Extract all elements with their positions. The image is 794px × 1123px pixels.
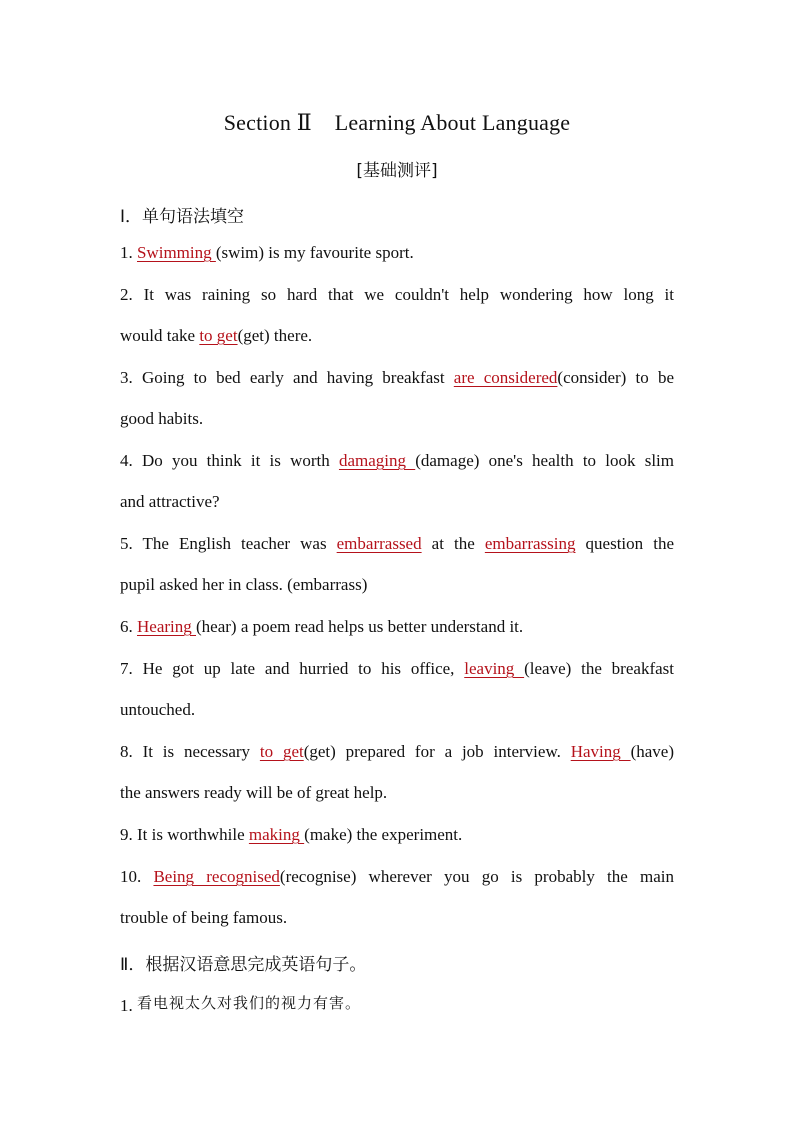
answer: to get <box>259 742 304 761</box>
page-subtitle: [基础测评] <box>356 161 438 181</box>
page-title: Section Ⅱ Learning About Language <box>223 110 571 135</box>
section-heading-2: Ⅱ．根据汉语意思完成英语句子。 <box>120 955 367 975</box>
answer: Hearing <box>137 617 197 636</box>
answer: embarrassing <box>484 534 576 553</box>
question-6: 6. Hearing (hear) a poem read helps us better understand it. <box>120 617 524 636</box>
answer: leaving <box>464 659 525 678</box>
question-8-line-2: the answers ready will be of great help. <box>120 783 388 802</box>
answer: Swimming <box>137 243 216 262</box>
question-1: 1. Swimming (swim) is my favourite sport. <box>120 243 414 262</box>
answer: Having <box>570 742 631 761</box>
answer: damaging <box>338 451 416 470</box>
question-5-line-2: pupil asked her in class. (embarrass) <box>120 575 368 594</box>
question-3-line-2: good habits. <box>120 409 204 428</box>
question-8-line-1: 8. It is necessary to get(get) prepared for a job interview. Having (have) <box>120 742 675 761</box>
question-5-line-1: 5. The English teacher was embarrassed at the embarrassing question the <box>120 534 674 553</box>
question-4-line-1: 4. Do you think it is worth damaging (damage) one's health to look slim <box>120 451 674 470</box>
answer: making <box>248 825 305 844</box>
question-10-line-2: trouble of being famous. <box>120 908 288 927</box>
question-7-line-2: untouched. <box>120 700 196 719</box>
question-4-line-2: and attractive? <box>120 492 220 511</box>
section-heading-1: Ⅰ．单句语法填空 <box>120 207 245 227</box>
question-9: 9. It is worthwhile making (make) the experiment. <box>120 825 463 844</box>
question-3-line-1: 3. Going to bed early and having breakfast are considered(consider) to be <box>120 368 675 387</box>
question-2-line-1: 2. It was raining so hard that we couldn't help wondering how long it <box>120 285 674 304</box>
translation-1: 1. 看电视太久对我们的视力有害。 <box>120 994 362 1015</box>
answer: to get <box>199 326 238 345</box>
answer: are considered <box>453 368 558 387</box>
answer: embarrassed <box>336 534 422 553</box>
question-10-line-1: 10. Being recognised(recognise) wherever you go is probably the main <box>120 867 675 886</box>
question-2-line-2: would take to get(get) there. <box>120 326 313 345</box>
question-7-line-1: 7. He got up late and hurried to his office, leaving (leave) the breakfast <box>120 659 674 678</box>
answer: Being recognised <box>153 867 280 886</box>
